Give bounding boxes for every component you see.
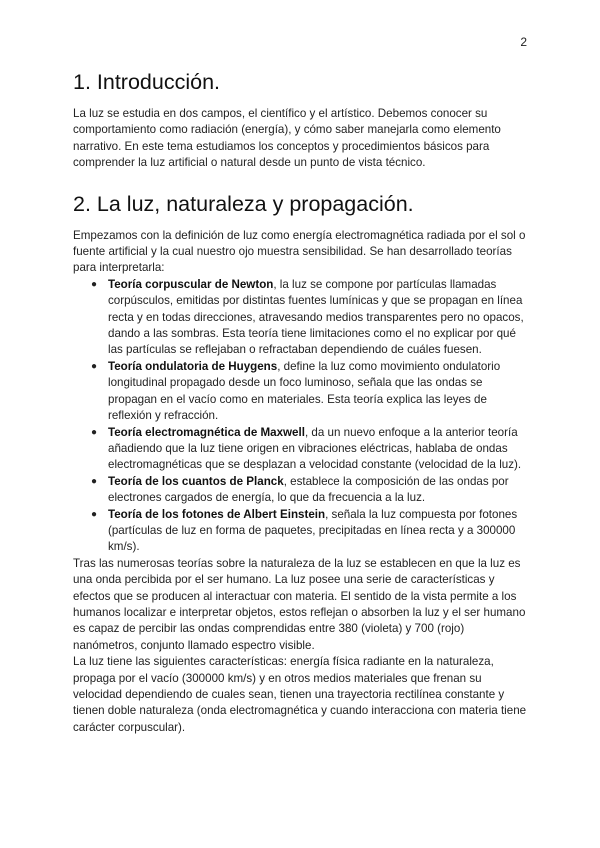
theory-title: Teoría electromagnética de Maxwell	[108, 425, 305, 439]
theory-text: , establece la composición de las ondas por electrones cargados de energía, lo que da frecuencia a la luz.	[108, 474, 509, 505]
section-2-paragraph-2: La luz tiene las siguientes características: energía física radiante en la naturaleza, propaga por el vacío (300000 km/s) y en otros medios materiales que frenan su velocidad dependiendo de cuales sean, tienen una trayectoria rectilínea constante y tienen doble naturaleza (onda electromagnética y cuando interacciona con materia tiene carácter corpuscular).	[73, 655, 527, 734]
list-item	[91, 277, 531, 359]
page-number: 2	[520, 35, 527, 49]
section-2-intro: Empezamos con la definición de luz como energía electromagnética radiada por el sol o fuente artificial y la cual nuestro ojo muestra sensibilidad. Se han desarrollado teorías para interpretarla:	[73, 228, 526, 275]
list-item	[91, 425, 531, 474]
section-1-heading: 1. Introducción.	[73, 70, 221, 94]
section-1-paragraph: La luz se estudia en dos campos, el científico y el artístico. Debemos conocer su comportamiento como radiación (energía), y cómo saber manejarla como elemento narrativo. En este tema estudiamos los conceptos y procedimientos básicos para comprender la luz artificial o natural desde un punto de vista técnico.	[73, 107, 501, 170]
theory-title: Teoría de los cuantos de Planck	[108, 474, 284, 488]
bullet-icon: ●	[91, 278, 98, 290]
theory-text: , da un nuevo enfoque a la anterior teoría añadiendo que la luz tiene origen en vibraciones eléctricas, hablaba de ondas electromagnéticas que se desplazan a velocidad constante (velocidad de la luz).	[108, 425, 522, 472]
bullet-icon: ●	[91, 475, 98, 487]
bullet-icon: ●	[91, 426, 98, 438]
bullet-icon: ●	[91, 360, 98, 372]
list-item	[91, 507, 531, 556]
theory-text: , la luz se compone por partículas llamadas corpúsculos, emitidas por distintas fuentes lumínicas y que se propagan en línea recta y en todas direcciones, atravesando medios transparentes pero no opacos, dando a las sombras. Esta teoría tiene limitaciones como el no explicar por qué las partículas se reflejaban o refractaban dependiendo de cuáles fuesen.	[108, 277, 524, 357]
section-2-paragraph-1: Tras las numerosas teorías sobre la naturaleza de la luz se establecen en que la luz es una onda percibida por el ser humano. La luz posee una serie de características y efectos que se producen al interactuar con materia. El sentido de la vista permite a los humanos localizar e interpretar objetos, estos reflejan o absorben la luz y el ser humano es capaz de percibir las ondas comprendidas entre 380 (violeta) y 700 (rojo) nanómetros, conjunto llamado espectro visible.	[73, 556, 526, 652]
theory-text: , señala la luz compuesta por fotones (partículas de luz en forma de paquetes, precipitadas en línea recta y a 300000 km/s).	[108, 507, 518, 554]
theory-title: Teoría corpuscular de Newton	[108, 277, 274, 291]
list-item	[91, 359, 531, 425]
list-item	[91, 474, 531, 507]
theory-text: , define la luz como movimiento ondulatorio longitudinal propagado desde un foco luminoso, señala que las ondas se propagan en el vacío como en materiales. Esta teoría explica las leyes de reflexión y refracción.	[108, 359, 501, 423]
theories-list	[73, 277, 531, 556]
bullet-icon: ●	[91, 508, 98, 520]
theory-title: Teoría ondulatoria de Huygens	[108, 359, 278, 373]
page-content	[73, 68, 531, 736]
section-2-heading: 2. La luz, naturaleza y propagación.	[73, 191, 414, 216]
theory-title: Teoría de los fotones de Albert Einstein	[108, 507, 326, 521]
